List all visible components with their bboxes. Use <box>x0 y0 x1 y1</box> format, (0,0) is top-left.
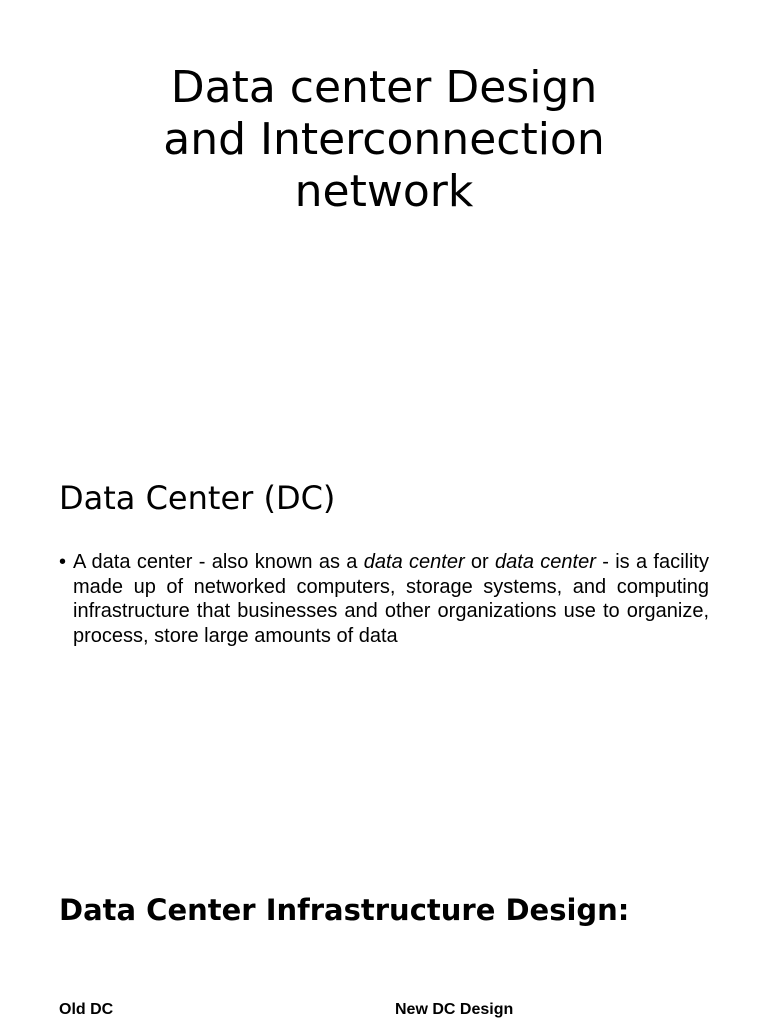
main-title <box>0 62 768 218</box>
data-center-slide <box>0 440 768 860</box>
definition-part-2: or <box>464 551 496 573</box>
old-dc-label: Old DC <box>59 1001 114 1018</box>
main-title-line-2: and Interconnection <box>163 114 605 165</box>
definition-part-1: A data center - also known as a <box>73 551 364 573</box>
infrastructure-heading: Data Center Infrastructure Design: <box>59 893 630 927</box>
definition-part-3: - is a facility made up of networked computers, storage systems, and computing infrastructure that businesses and other organizations use to organize, process, store large amounts of data <box>73 551 709 647</box>
infrastructure-slide <box>0 860 768 1024</box>
main-title-line-1: Data center Design <box>170 62 598 113</box>
data-center-heading: Data Center (DC) <box>59 479 336 517</box>
definition-italic-2: data center <box>495 551 596 573</box>
definition-bullet <box>59 550 709 648</box>
title-slide <box>0 0 768 440</box>
definition-text <box>73 550 709 648</box>
bullet-dot-icon: • <box>59 551 67 573</box>
definition-italic-1: data center <box>363 551 465 573</box>
main-title-line-3: network <box>294 166 474 217</box>
new-dc-design-label: New DC Design <box>395 1001 514 1018</box>
